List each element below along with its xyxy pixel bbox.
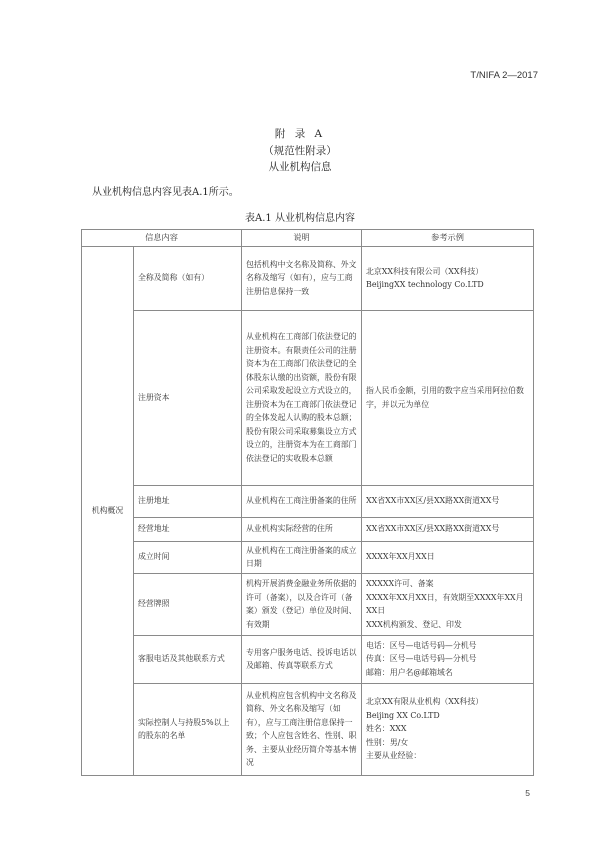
header-info-content: 信息内容 bbox=[82, 230, 242, 247]
row-example bbox=[362, 246, 534, 310]
row-item: 注册地址 bbox=[134, 485, 242, 517]
example-line: 邮箱：用户名@邮箱域名 bbox=[366, 667, 453, 677]
table-caption: 表A.1 从业机构信息内容 bbox=[245, 213, 355, 224]
example-line: XX省XX市XX区/县XX路XX街道XX号 bbox=[366, 524, 500, 534]
example-line: 姓名：XXX bbox=[366, 724, 407, 734]
appendix-nature: （规范性附录） bbox=[263, 145, 337, 157]
example-line: 性别：男/女 bbox=[366, 737, 409, 747]
table-row bbox=[82, 573, 534, 635]
row-example bbox=[362, 573, 534, 635]
page-number: 5 bbox=[525, 788, 530, 798]
row-example bbox=[362, 635, 534, 683]
row-item: 客服电话及其他联系方式 bbox=[134, 635, 242, 683]
document-code: T/NIFA 2—2017 bbox=[470, 70, 538, 81]
row-description: 从业机构实际经营的住所 bbox=[242, 517, 362, 541]
example-line: 北京XX有限从业机构（XX科技） bbox=[366, 697, 484, 707]
group-label: 机构概况 bbox=[82, 246, 134, 775]
row-example bbox=[362, 541, 534, 573]
row-example bbox=[362, 683, 534, 775]
table-row bbox=[82, 517, 534, 541]
table-row bbox=[82, 310, 534, 485]
example-line: XX省XX市XX区/县XX路XX街道XX号 bbox=[366, 496, 500, 506]
header-example: 参考示例 bbox=[362, 230, 534, 247]
info-table bbox=[81, 229, 534, 776]
row-description: 从业机构应包含机构中文名称及简称、外文名称及缩写（如有），应与工商注册信息保持一致；个人应包含姓名、性别、职务、主要从业经历简介等基本情况 bbox=[242, 683, 362, 775]
example-line: 传真：区号—电话号码—分机号 bbox=[366, 654, 477, 664]
row-description: 包括机构中文名称及简称、外文名称及缩写（如有），应与工商注册信息保持一致 bbox=[242, 246, 362, 310]
row-description: 从业机构在工商部门依法登记的注册资本。有限责任公司的注册资本为在工商部门依法登记的全体股东认缴的出资额，股份有限公司采取发起设立方式设立的，注册资本为在工商部门依法登记的全体发起人认购的股本总额；股份有限公司采取募集设立方式设立的，注册资本为在工商部门依法登记的实收股本总额 bbox=[242, 310, 362, 485]
row-description: 从业机构在工商注册备案的成立日期 bbox=[242, 541, 362, 573]
example-line: Beijing XX Co.LTD bbox=[366, 710, 440, 720]
row-item: 全称及简称（如有） bbox=[134, 246, 242, 310]
table-row bbox=[82, 485, 534, 517]
example-line: XXX机构颁发、登记、印发 bbox=[366, 619, 462, 629]
row-item: 成立时间 bbox=[134, 541, 242, 573]
example-line: XXXXX许可、备案 bbox=[366, 579, 434, 588]
example-line: 主要从业经验： bbox=[366, 751, 422, 761]
table-row bbox=[82, 246, 534, 310]
row-example bbox=[362, 485, 534, 517]
row-description: 专用客户服务电话、投诉电话以及邮箱、传真等联系方式 bbox=[242, 635, 362, 683]
example-line: XXXX年XX月XX日 bbox=[366, 552, 435, 562]
row-description: 从业机构在工商注册备案的住所 bbox=[242, 485, 362, 517]
example-line: XXXX年XX月XX日，有效期至XXXX年XX月XX日 bbox=[366, 592, 524, 615]
example-line: 电话：区号—电话号码—分机号 bbox=[366, 640, 477, 650]
table-row bbox=[82, 635, 534, 683]
appendix-title: 附 录 A bbox=[274, 128, 326, 140]
appendix-name: 从业机构信息 bbox=[268, 161, 332, 173]
table-row bbox=[82, 683, 534, 775]
table-header-row bbox=[82, 230, 534, 247]
row-example bbox=[362, 517, 534, 541]
row-item: 经营地址 bbox=[134, 517, 242, 541]
example-line: BeijingXX technology Co.LTD bbox=[366, 280, 484, 289]
table-row bbox=[82, 541, 534, 573]
intro-paragraph: 从业机构信息内容见表A.1所示。 bbox=[92, 187, 239, 198]
row-item: 实际控制人与持股5%以上的股东的名单 bbox=[134, 683, 242, 775]
row-example bbox=[362, 310, 534, 485]
row-item: 经营牌照 bbox=[134, 573, 242, 635]
example-line: 指人民币金额，引用的数字应当采用阿拉伯数字，并以元为单位 bbox=[366, 386, 524, 409]
row-description: 机构开展消费金融业务所依据的许可（备案），以及合许可（备案）颁发（登记）单位及时间、有效期 bbox=[242, 573, 362, 635]
row-item: 注册资本 bbox=[134, 310, 242, 485]
header-description: 说明 bbox=[242, 230, 362, 247]
example-line: 北京XX科技有限公司（XX科技） bbox=[366, 266, 484, 276]
